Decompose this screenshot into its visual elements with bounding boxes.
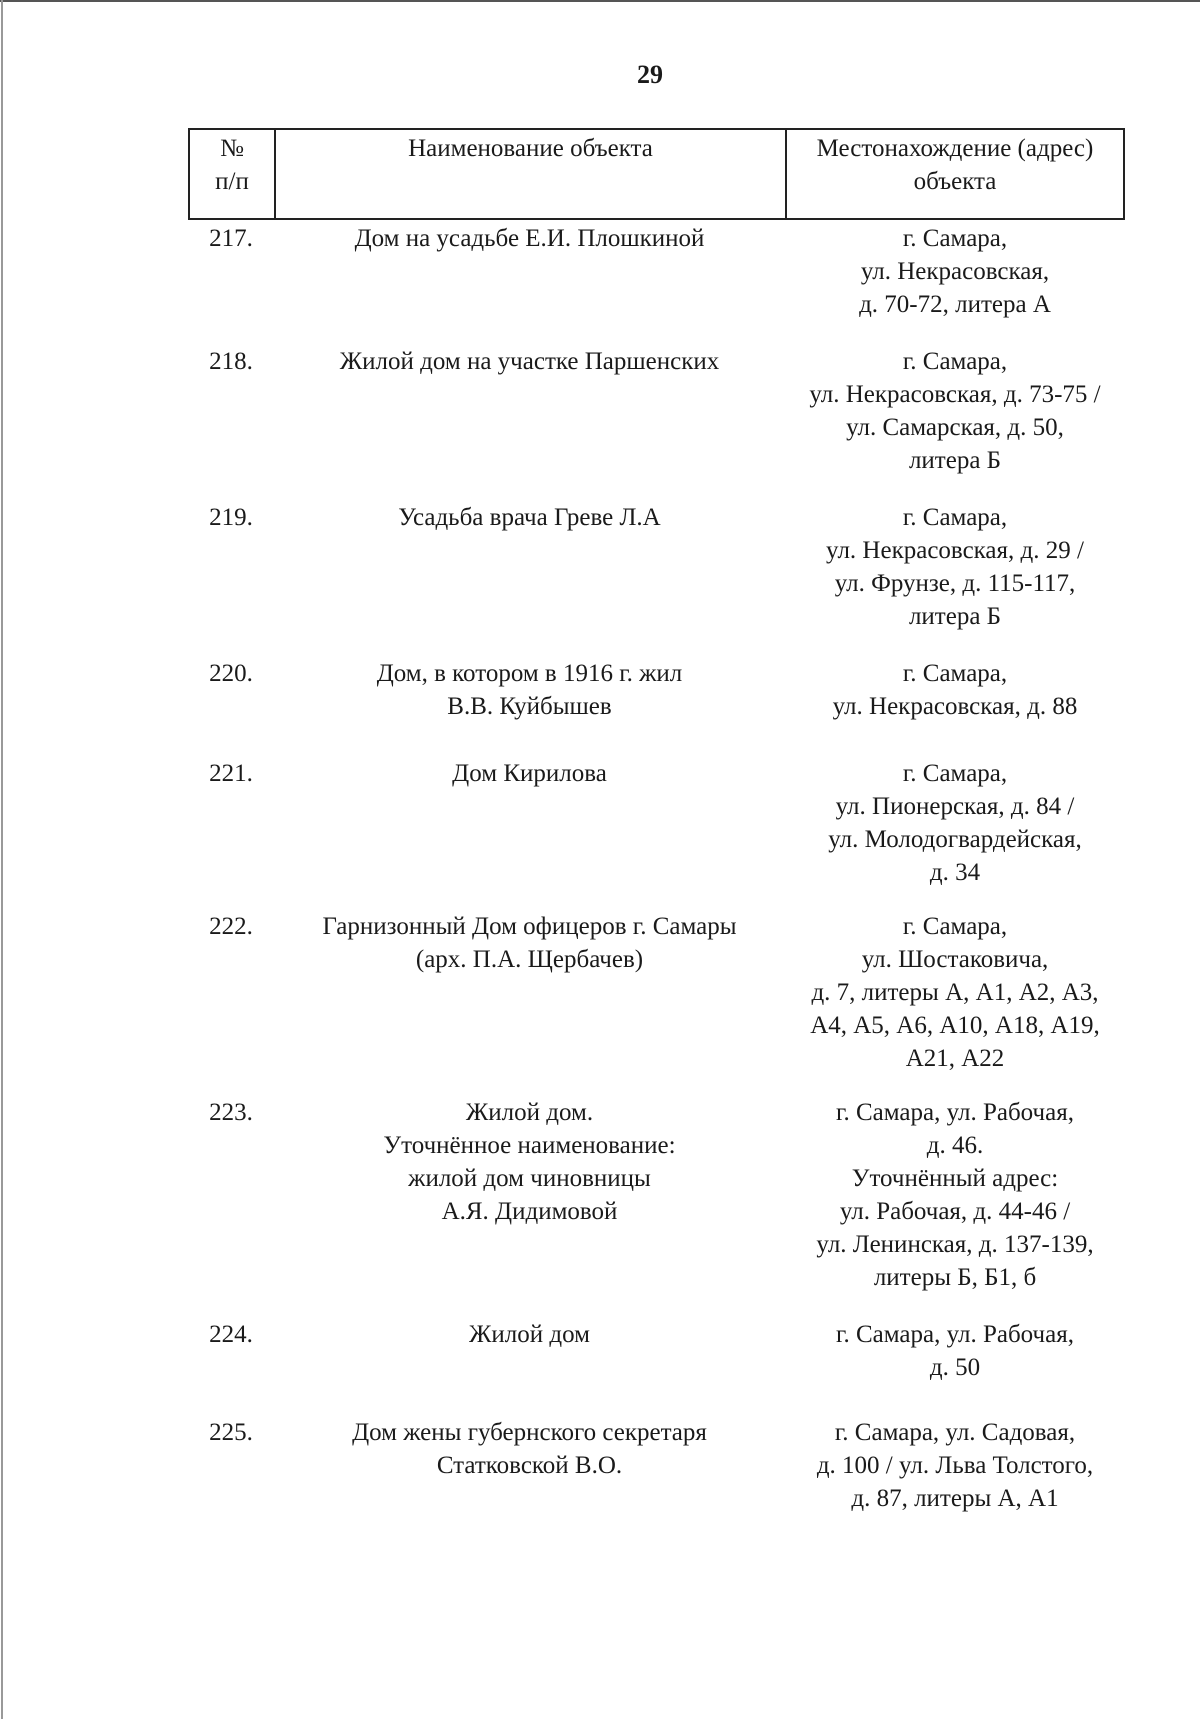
object-address-line: ул. Фрунзе, д. 115-117, <box>834 570 1076 597</box>
object-address-line: д. 7, литеры А, А1, А2, А3, <box>811 979 1099 1006</box>
object-address-line: ул. Некрасовская, д. 88 <box>832 693 1078 720</box>
table-row <box>188 1096 1125 1294</box>
row-number: 224. <box>209 1321 253 1348</box>
object-address-line: д. 50 <box>929 1354 981 1381</box>
object-address-line: г. Самара, <box>902 504 1008 531</box>
header-name-line: Наименование объекта <box>408 135 653 162</box>
table-row <box>188 1318 1125 1384</box>
object-name <box>274 1096 785 1294</box>
object-address-line: г. Самара, <box>902 348 1008 375</box>
object-address-line: ул. Рабочая, д. 44-46 / <box>839 1198 1071 1225</box>
object-address <box>785 1318 1125 1384</box>
top-border-line <box>0 0 1200 2</box>
object-address <box>785 222 1125 321</box>
object-name <box>274 657 785 723</box>
object-address-line: ул. Пионерская, д. 84 / <box>835 793 1075 820</box>
object-address-line: г. Самара, ул. Рабочая, <box>836 1321 1074 1348</box>
object-address-line: А4, А5, А6, А10, А18, А19, <box>810 1012 1100 1039</box>
object-name-line: Дом на усадьбе Е.И. Плошкиной <box>354 225 705 252</box>
object-address-line: ул. Ленинская, д. 137-139, <box>816 1231 1094 1258</box>
object-name-line: Статковской В.О. <box>436 1452 623 1479</box>
table-row <box>188 345 1125 477</box>
page-number: 29 <box>637 60 663 89</box>
object-name <box>274 910 785 1075</box>
row-number: 219. <box>209 504 253 531</box>
object-name <box>274 757 785 889</box>
object-address <box>785 657 1125 723</box>
object-address-line: г. Самара, <box>902 660 1008 687</box>
object-name-line: Гарнизонный Дом офицеров г. Самары <box>322 913 737 940</box>
object-address-line: д. 100 / ул. Льва Толстого, <box>816 1452 1094 1479</box>
row-number: 223. <box>209 1099 253 1126</box>
row-number: 218. <box>209 348 253 375</box>
table-row <box>188 657 1125 723</box>
object-address-line: Уточнённый адрес: <box>851 1165 1059 1192</box>
object-address-line: д. 70-72, литера А <box>859 291 1051 318</box>
object-address <box>785 1096 1125 1294</box>
object-address <box>785 1416 1125 1515</box>
object-address-line: д. 87, литеры А, А1 <box>851 1485 1059 1512</box>
object-address-line: ул. Некрасовская, д. 29 / <box>826 537 1084 564</box>
object-address-line: г. Самара, <box>902 760 1008 787</box>
object-address-line: ул. Молодогвардейская, <box>828 826 1082 853</box>
object-address-line: ул. Некрасовская, д. 73-75 / <box>809 381 1101 408</box>
object-name-line: Жилой дом <box>469 1321 590 1348</box>
object-name-line: Жилой дом на участке Паршенских <box>339 348 720 375</box>
object-name-line: Дом жены губернского секретаря <box>352 1419 707 1446</box>
row-number: 217. <box>209 225 253 252</box>
object-address-line: литера Б <box>908 447 1002 474</box>
table-row <box>188 222 1125 321</box>
object-name-line: Дом, в котором в 1916 г. жил <box>376 660 683 687</box>
object-name-line: жилой дом чиновницы <box>408 1165 651 1192</box>
object-address <box>785 757 1125 889</box>
row-number: 221. <box>209 760 253 787</box>
object-address <box>785 501 1125 633</box>
table-row <box>188 1416 1125 1515</box>
row-number: 222. <box>209 913 253 940</box>
object-address <box>785 345 1125 477</box>
header-number-line: № <box>220 135 244 162</box>
header-address-line: Местонахождение (адрес) <box>816 135 1094 162</box>
object-name <box>274 501 785 633</box>
object-name-line: Дом Кирилова <box>452 760 607 787</box>
header-address <box>787 130 1123 218</box>
object-address-line: г. Самара, <box>902 225 1008 252</box>
object-name <box>274 1416 785 1515</box>
object-name-line: Уточнённое наименование: <box>383 1132 676 1159</box>
object-name-line: В.В. Куйбышев <box>447 693 612 720</box>
header-name <box>276 130 787 218</box>
table-row <box>188 757 1125 889</box>
object-name-line: А.Я. Дидимовой <box>441 1198 618 1225</box>
object-address-line: д. 46. <box>926 1132 984 1159</box>
object-address-line: литеры Б, Б1, б <box>873 1264 1037 1291</box>
header-number <box>190 130 276 218</box>
row-number: 220. <box>209 660 253 687</box>
header-address-line: объекта <box>913 168 997 195</box>
object-address-line: д. 34 <box>929 859 981 886</box>
object-address-line: А21, А22 <box>905 1045 1005 1072</box>
object-address <box>785 910 1125 1075</box>
object-name-line: (арх. П.А. Щербачев) <box>415 946 644 973</box>
table-header <box>188 128 1125 220</box>
row-number: 225. <box>209 1419 253 1446</box>
object-name-line: Жилой дом. <box>465 1099 594 1126</box>
object-name <box>274 345 785 477</box>
object-address-line: литера Б <box>908 603 1002 630</box>
header-number-line: п/п <box>215 168 249 195</box>
object-address-line: г. Самара, ул. Садовая, <box>834 1419 1076 1446</box>
object-address-line: г. Самара, ул. Рабочая, <box>836 1099 1074 1126</box>
object-address-line: ул. Шостаковича, <box>861 946 1049 973</box>
table-row <box>188 501 1125 633</box>
object-address-line: г. Самара, <box>902 913 1008 940</box>
object-name <box>274 1318 785 1384</box>
table-row <box>188 910 1125 1075</box>
object-name-line: Усадьба врача Греве Л.А <box>398 504 661 531</box>
left-border-line <box>1 0 3 1719</box>
object-address-line: ул. Некрасовская, <box>860 258 1050 285</box>
object-name <box>274 222 785 321</box>
object-address-line: ул. Самарская, д. 50, <box>846 414 1064 441</box>
